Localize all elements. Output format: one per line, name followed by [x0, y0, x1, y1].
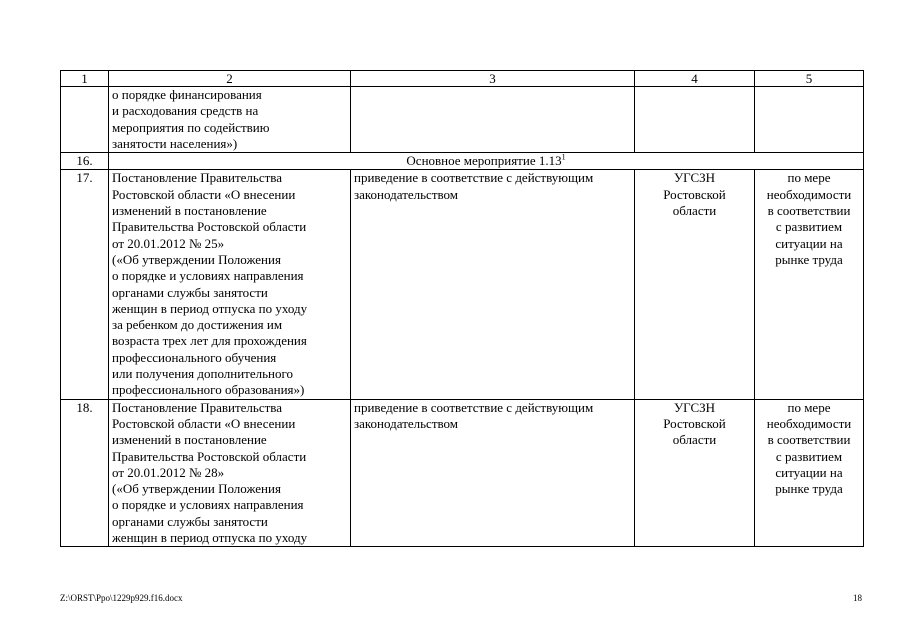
executor-cell: УГСЗН Ростовской области — [635, 170, 755, 399]
column-header: 3 — [351, 71, 635, 87]
executor-cell — [635, 87, 755, 153]
term-cell: по мере необходимости в соответствии с развитием ситуации на рынке труда — [755, 399, 864, 547]
table-row-continued — [61, 87, 864, 153]
purpose-cell: приведение в соответствие с действующим законодательством — [351, 170, 635, 399]
document-cell: о порядке финансирования и расходования средств на мероприятия по содействию занятости населения») — [109, 87, 351, 153]
section-title-cell — [109, 153, 864, 170]
row-number-cell: 16. — [61, 153, 109, 170]
footnote-mark: 1 — [561, 152, 566, 162]
measures-table — [60, 70, 864, 547]
row-number-cell — [61, 87, 109, 153]
table-row — [61, 399, 864, 547]
footer-file-path: Z:\ORST\Ppo\1229p929.f16.docx — [60, 593, 183, 603]
term-cell: по мере необходимости в соответствии с развитием ситуации на рынке труда — [755, 170, 864, 399]
section-row — [61, 153, 864, 170]
page-number: 18 — [853, 593, 862, 603]
row-number-cell: 17. — [61, 170, 109, 399]
purpose-cell — [351, 87, 635, 153]
row-number-cell: 18. — [61, 399, 109, 547]
document-cell: Постановление Правительства Ростовской области «О внесении изменений в постановлениe Правительства Ростовской области от 20.01.2012 № 28» («Об утверждении Положения о порядке и условиях направления органами службы занятости женщин в период отпуска по уходу — [109, 399, 351, 547]
column-header: 4 — [635, 71, 755, 87]
column-header: 1 — [61, 71, 109, 87]
purpose-cell: приведение в соответствие с действующим законодательством — [351, 399, 635, 547]
table-row — [61, 170, 864, 399]
column-header: 2 — [109, 71, 351, 87]
term-cell — [755, 87, 864, 153]
column-header: 5 — [755, 71, 864, 87]
executor-cell: УГСЗН Ростовской области — [635, 399, 755, 547]
table-header-row — [61, 71, 864, 87]
document-cell: Постановление Правительства Ростовской области «О внесении изменений в постановлениe Правительства Ростовской области от 20.01.2012 № 25» («Об утверждении Положения о порядке и условиях направления органами службы занятости женщин в период отпуска по уходу за ребенком до достижения им возраста трех лет для прохождения профессионального обучения или получения дополнительного профессионального образования») — [109, 170, 351, 399]
section-title: Основное мероприятие 1.13 — [406, 153, 562, 169]
